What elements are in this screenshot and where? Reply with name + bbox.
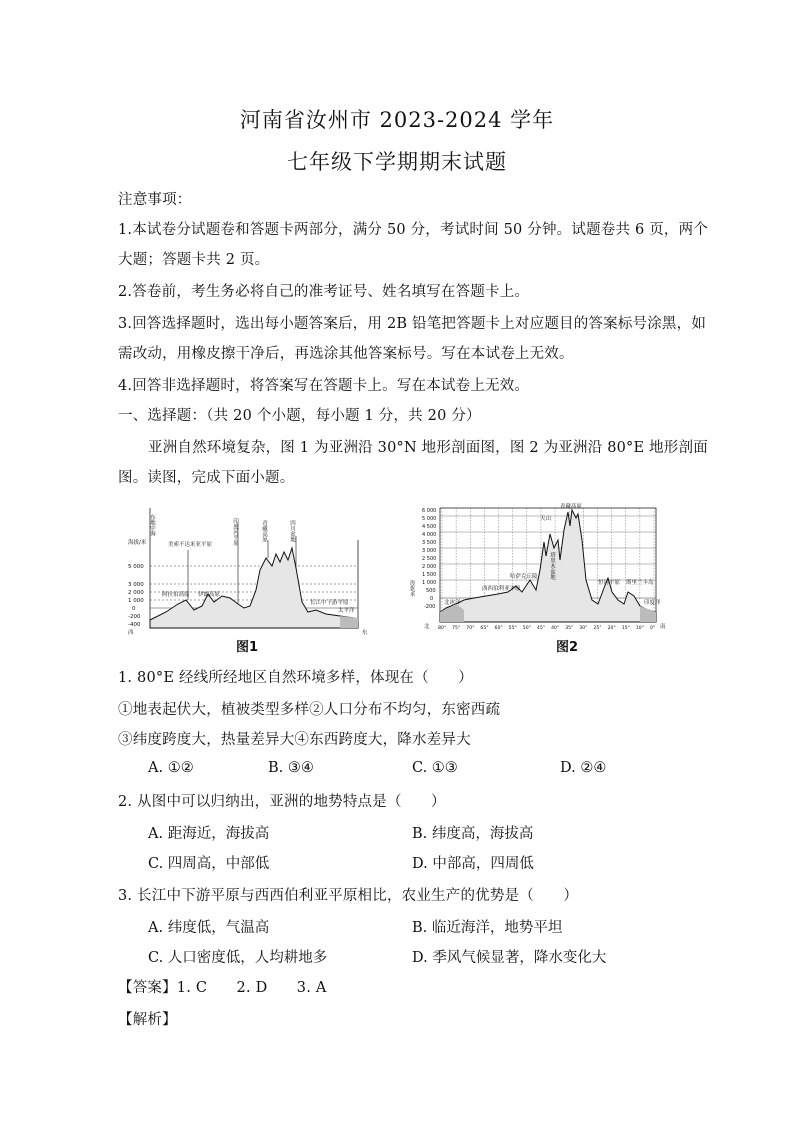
fig2-xtick: 40°	[551, 626, 560, 631]
title-line-1: 河南省汝州市 2023-2024 学年	[239, 108, 555, 132]
question-1-option-c[interactable]: C. ①③	[412, 760, 458, 776]
figure-1-profile	[126, 500, 382, 640]
fig2-ytick: 2 500	[422, 556, 437, 562]
question-1-stem: 1. 80°E 经线所经地区自然环境多样，体现在（ ）	[118, 670, 473, 686]
notice-line: 需改动，用橡皮擦干净后，再选涂其他答案标号。写在本试卷上无效。	[118, 346, 574, 362]
fig1-label-iranian: 伊朗高原	[198, 592, 221, 598]
fig1-ytick: -200	[128, 614, 141, 620]
fig2-label-tibet: 青藏高原	[560, 504, 583, 510]
fig2-label-north: 北	[424, 624, 430, 630]
fig2-ytick: 0	[430, 596, 434, 602]
fig2-xtick: 75°	[452, 626, 461, 631]
question-1-option-b[interactable]: B. ③④	[268, 760, 314, 776]
fig2-label-arctic: 北冰洋	[444, 600, 461, 606]
question-3-option-c[interactable]: C. 人口密度低，人均耕地多	[148, 950, 328, 966]
notice-line: 4.回答非选择题时，将答案写在答题卡上。写在本试卷上无效。	[118, 378, 530, 394]
question-3-option-b[interactable]: B. 临近海洋，地势平坦	[412, 920, 563, 936]
fig1-label-sea: 东地中海	[149, 514, 155, 536]
fig1-label-tibet: 青藏高原	[261, 520, 267, 542]
fig2-xtick: 65°	[480, 626, 489, 631]
intro-line: 亚洲自然环境复杂，图 1 为亚洲沿 30°N 地形剖面图，图 2 为亚洲沿 80°E 地形剖面	[148, 440, 708, 456]
fig1-ytick: 0	[132, 606, 136, 612]
fig2-xtick: 60°	[494, 626, 503, 631]
fig2-label-tarim: 塔里木盆地	[549, 552, 555, 580]
fig2-ytick: 3 500	[422, 540, 437, 546]
fig2-ytick: 4 500	[422, 524, 437, 530]
fig1-ytick: 3 000	[128, 582, 144, 588]
fig2-xtick: 10°	[635, 626, 645, 631]
answer-line: 【答案】1. C 2. D 3. A	[118, 980, 327, 996]
fig1-ytick: 1 000	[128, 598, 144, 604]
fig1-label-sichuan: 四川盆地	[289, 520, 295, 542]
question-3-stem: 3. 长江中下游平原与西西伯利亚平原相比，农业生产的优势是（ ）	[118, 888, 579, 904]
fig1-label-east: 东	[362, 630, 368, 636]
section-heading: 一、选择题：（共 20 个小题，每小题 1 分，共 20 分）	[118, 408, 481, 424]
question-3-option-d[interactable]: D. 季风气候显著，降水变化大	[412, 950, 607, 966]
question-1-option-a[interactable]: A. ①②	[148, 760, 194, 776]
question-2-option-b[interactable]: B. 纬度高，海拔高	[412, 826, 534, 842]
fig2-xtick: 70°	[466, 626, 475, 631]
fig1-ylabel: 海拔/米	[128, 540, 147, 546]
fig2-xtick: 50°	[522, 626, 531, 631]
fig2-ytick: 2 000	[422, 564, 437, 570]
figure-2-profile	[409, 500, 674, 640]
question-3-option-a[interactable]: A. 纬度低，气温高	[148, 920, 270, 936]
fig1-ytick: -400	[128, 622, 141, 628]
fig1-label-arabian: 阿拉伯高原	[162, 592, 190, 598]
fig2-xtick: 25°	[593, 626, 602, 631]
fig2-xtick: 35°	[565, 626, 574, 631]
fig1-label-yangtze: 长江中下游平原	[310, 600, 349, 606]
question-1-option-d[interactable]: D. ②④	[560, 760, 607, 776]
fig2-ytick: 4 000	[422, 532, 437, 538]
question-1-statement: ①地表起伏大，植被类型多样②人口分布不均匀，东密西疏	[118, 702, 501, 718]
fig2-xtick: 20°	[607, 626, 616, 631]
fig2-label-srilanka: 斯里兰卡岛	[626, 580, 654, 586]
question-1-statement: ③纬度跨度大，热量差异大④东西跨度大，降水差异大	[118, 732, 471, 748]
notice-line: 3.回答选择题时，选出每小题答案后，用 2B 铅笔把答题卡上对应题目的答案标号涂黑，如	[118, 316, 707, 332]
notice-heading: 注意事项：	[118, 192, 192, 208]
fig1-label-mesopotamia: 美索不达米亚平原	[168, 542, 213, 548]
fig2-label-westsiberia: 西西伯利亚平原	[482, 586, 521, 592]
intro-line: 图。读图，完成下面小题。	[118, 470, 295, 486]
fig2-xtick: 15°	[621, 626, 630, 631]
fig2-ytick: 500	[426, 588, 436, 594]
notice-line: 1.本试卷分试题卷和答题卡两部分，满分 50 分，考试时间 50 分钟。试题卷共 6 页，两个	[118, 222, 709, 238]
fig2-label-kazakh: 哈萨克丘陵	[510, 574, 538, 580]
figure-2-caption: 图2	[556, 640, 579, 655]
fig2-ytick: 1 500	[422, 572, 437, 578]
question-2-option-a[interactable]: A. 距海近，海拔高	[148, 826, 270, 842]
fig2-xtick: 55°	[508, 626, 517, 631]
title-line-2: 七年级下学期期末试题	[287, 150, 507, 174]
fig2-xtick: 80°	[438, 626, 447, 631]
notice-line: 2.答卷前，考生务必将自己的准考证号、姓名填写在答题卡上。	[118, 284, 530, 300]
fig1-label-west: 西	[128, 630, 134, 636]
fig2-ytick: 1 000	[422, 580, 437, 586]
fig1-label-pacific: 太平洋	[338, 608, 355, 614]
fig1-ytick: 2 000	[128, 590, 144, 596]
fig2-xtick: 0°	[650, 626, 656, 631]
fig1-label-indus: 印度河平原	[232, 518, 238, 546]
question-2-option-d[interactable]: D. 中部高，四周低	[412, 856, 534, 872]
fig1-ytick: 5 000	[128, 564, 144, 570]
notice-line: 大题；答题卡共 2 页。	[118, 252, 270, 268]
figure-1-caption: 图1	[236, 640, 259, 655]
fig2-ytick: 6 000	[422, 508, 437, 514]
analysis-heading: 【解析】	[118, 1012, 177, 1028]
fig2-ytick: 3 000	[422, 548, 437, 554]
fig2-label-tianshan: 天山	[540, 516, 552, 522]
question-2-option-c[interactable]: C. 四周高，中部低	[148, 856, 270, 872]
fig2-xtick: 30°	[579, 626, 588, 631]
fig2-ytick: -200	[424, 604, 436, 610]
fig2-ytick: 5 000	[422, 516, 437, 522]
fig2-xtick: 45°	[536, 626, 546, 631]
fig2-ylabel: 海拔/米	[409, 580, 415, 597]
question-2-stem: 2. 从图中可以归纳出，亚洲的地势特点是（ ）	[118, 794, 446, 810]
fig2-label-ganges: 恒河平原	[598, 580, 621, 586]
fig2-label-indianocean: 印度洋	[644, 600, 661, 606]
fig2-label-south: 南	[660, 624, 666, 630]
